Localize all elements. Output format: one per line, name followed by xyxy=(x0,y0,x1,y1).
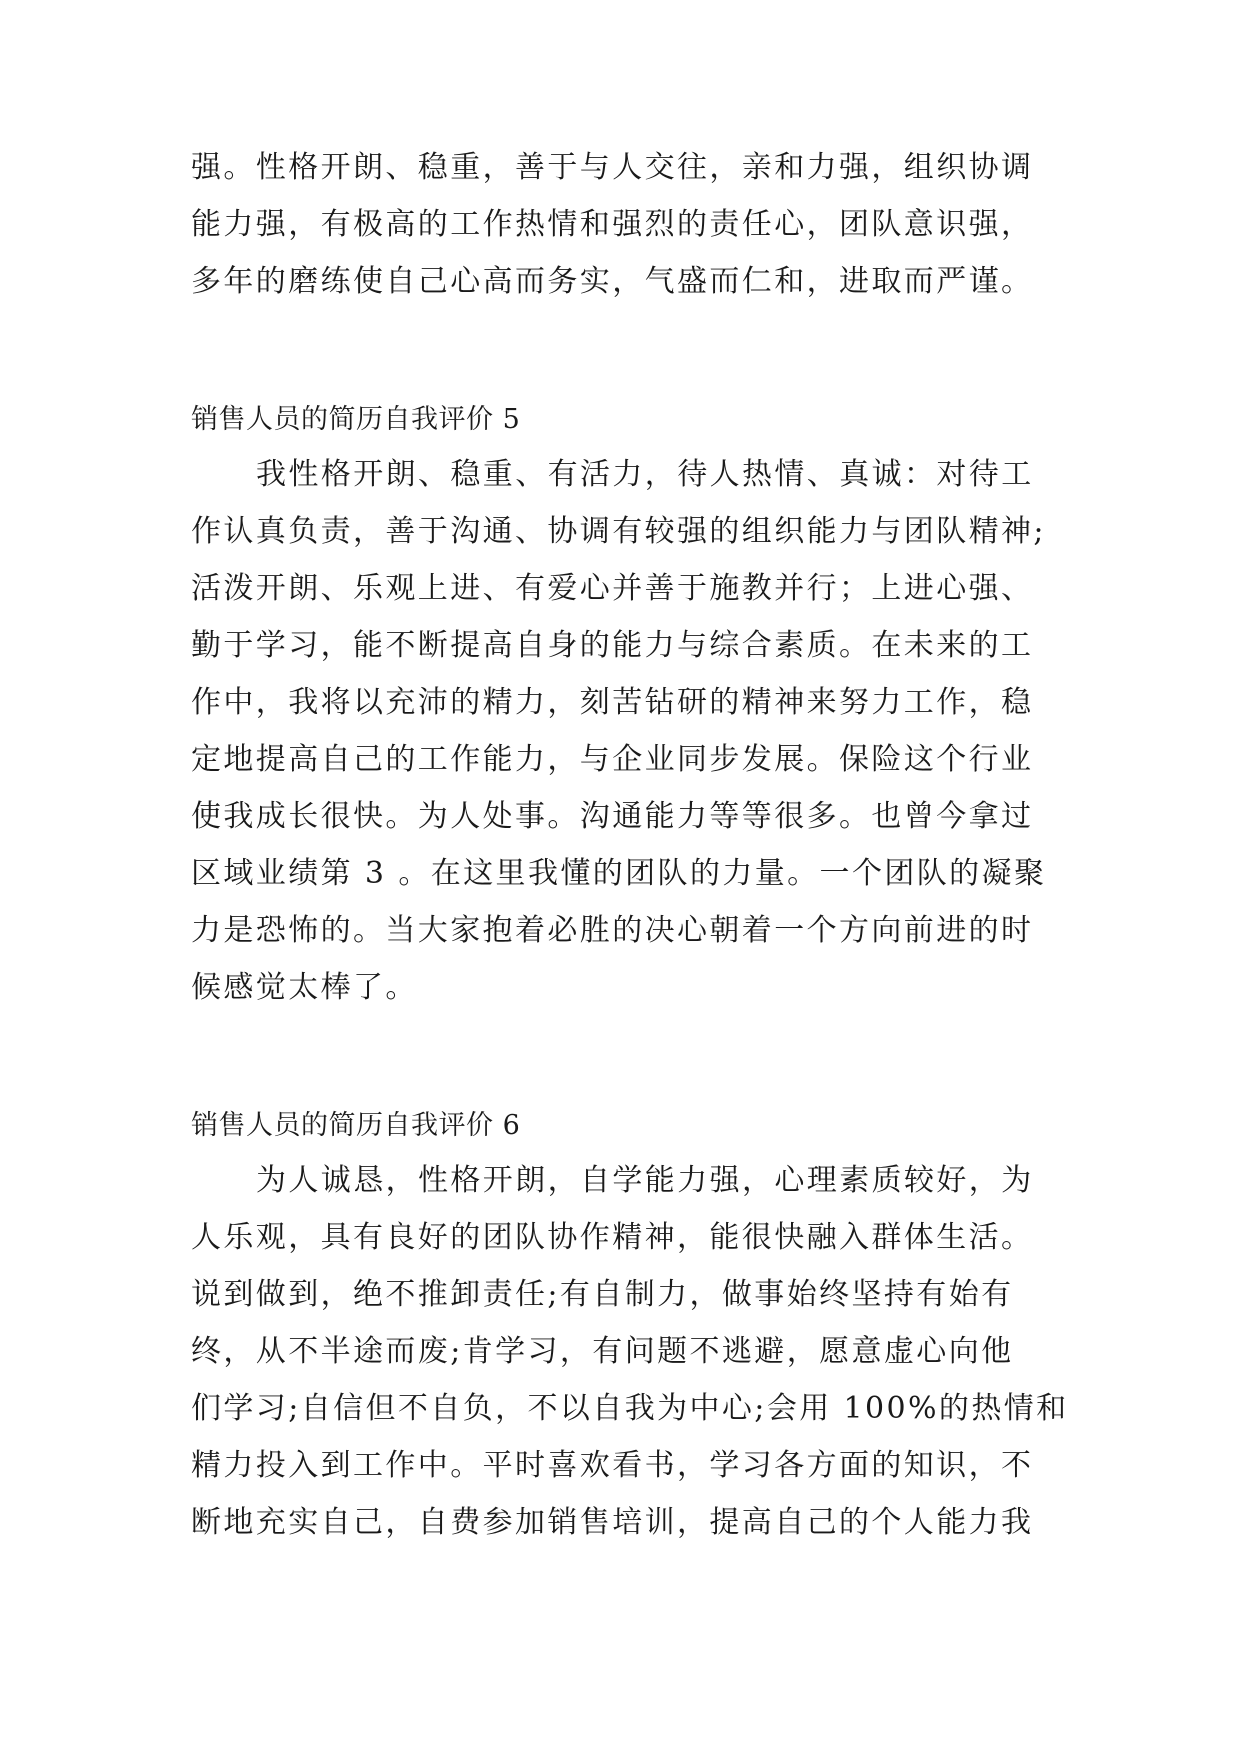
paragraph-line: 候感觉太棒了。 xyxy=(191,970,418,1005)
section-heading: 销售人员的简历自我评价 6 xyxy=(191,1110,521,1141)
paragraph-line: 断地充实自己，自费参加销售培训，提高自己的个人能力我 xyxy=(191,1505,1034,1540)
paragraph-line: 勤于学习，能不断提高自身的能力与综合素质。在未来的工 xyxy=(191,628,1034,663)
paragraph-line: 多年的磨练使自己心高而务实，气盛而仁和，进取而严谨。 xyxy=(191,264,1034,299)
paragraph-line: 区域业绩第 3 。在这里我懂的团队的力量。一个团队的凝聚 xyxy=(191,856,1047,891)
paragraph-line: 为人诚恳，性格开朗，自学能力强，心理素质较好，为 xyxy=(256,1163,1034,1198)
paragraph-line: 们学习;自信但不自负，不以自我为中心;会用 100%的热情和 xyxy=(191,1391,1069,1426)
paragraph-line: 作认真负责，善于沟通、协调有较强的组织能力与团队精神; xyxy=(191,514,1046,549)
paragraph-line: 作中，我将以充沛的精力，刻苦钻研的精神来努力工作，稳 xyxy=(191,685,1034,720)
paragraph-line: 活泼开朗、乐观上进、有爱心并善于施教并行；上进心强、 xyxy=(191,571,1034,606)
paragraph-line: 终，从不半途而废;肯学习，有问题不逃避，愿意虚心向他 xyxy=(191,1334,1014,1369)
paragraph-line: 我性格开朗、稳重、有活力，待人热情、真诚：对待工 xyxy=(256,457,1034,492)
paragraph-line: 说到做到，绝不推卸责任;有自制力，做事始终坚持有始有 xyxy=(191,1277,1014,1312)
paragraph-line: 强。性格开朗、稳重，善于与人交往，亲和力强，组织协调 xyxy=(191,150,1034,185)
paragraph-line: 能力强，有极高的工作热情和强烈的责任心，团队意识强， xyxy=(191,207,1034,242)
paragraph-line: 人乐观，具有良好的团队协作精神，能很快融入群体生活。 xyxy=(191,1220,1034,1255)
paragraph-line: 定地提高自己的工作能力，与企业同步发展。保险这个行业 xyxy=(191,742,1034,777)
paragraph-line: 使我成长很快。为人处事。沟通能力等等很多。也曾今拿过 xyxy=(191,799,1034,834)
section-heading: 销售人员的简历自我评价 5 xyxy=(191,404,521,435)
paragraph-line: 精力投入到工作中。平时喜欢看书，学习各方面的知识，不 xyxy=(191,1448,1034,1483)
paragraph-line: 力是恐怖的。当大家抱着必胜的决心朝着一个方向前进的时 xyxy=(191,913,1034,948)
